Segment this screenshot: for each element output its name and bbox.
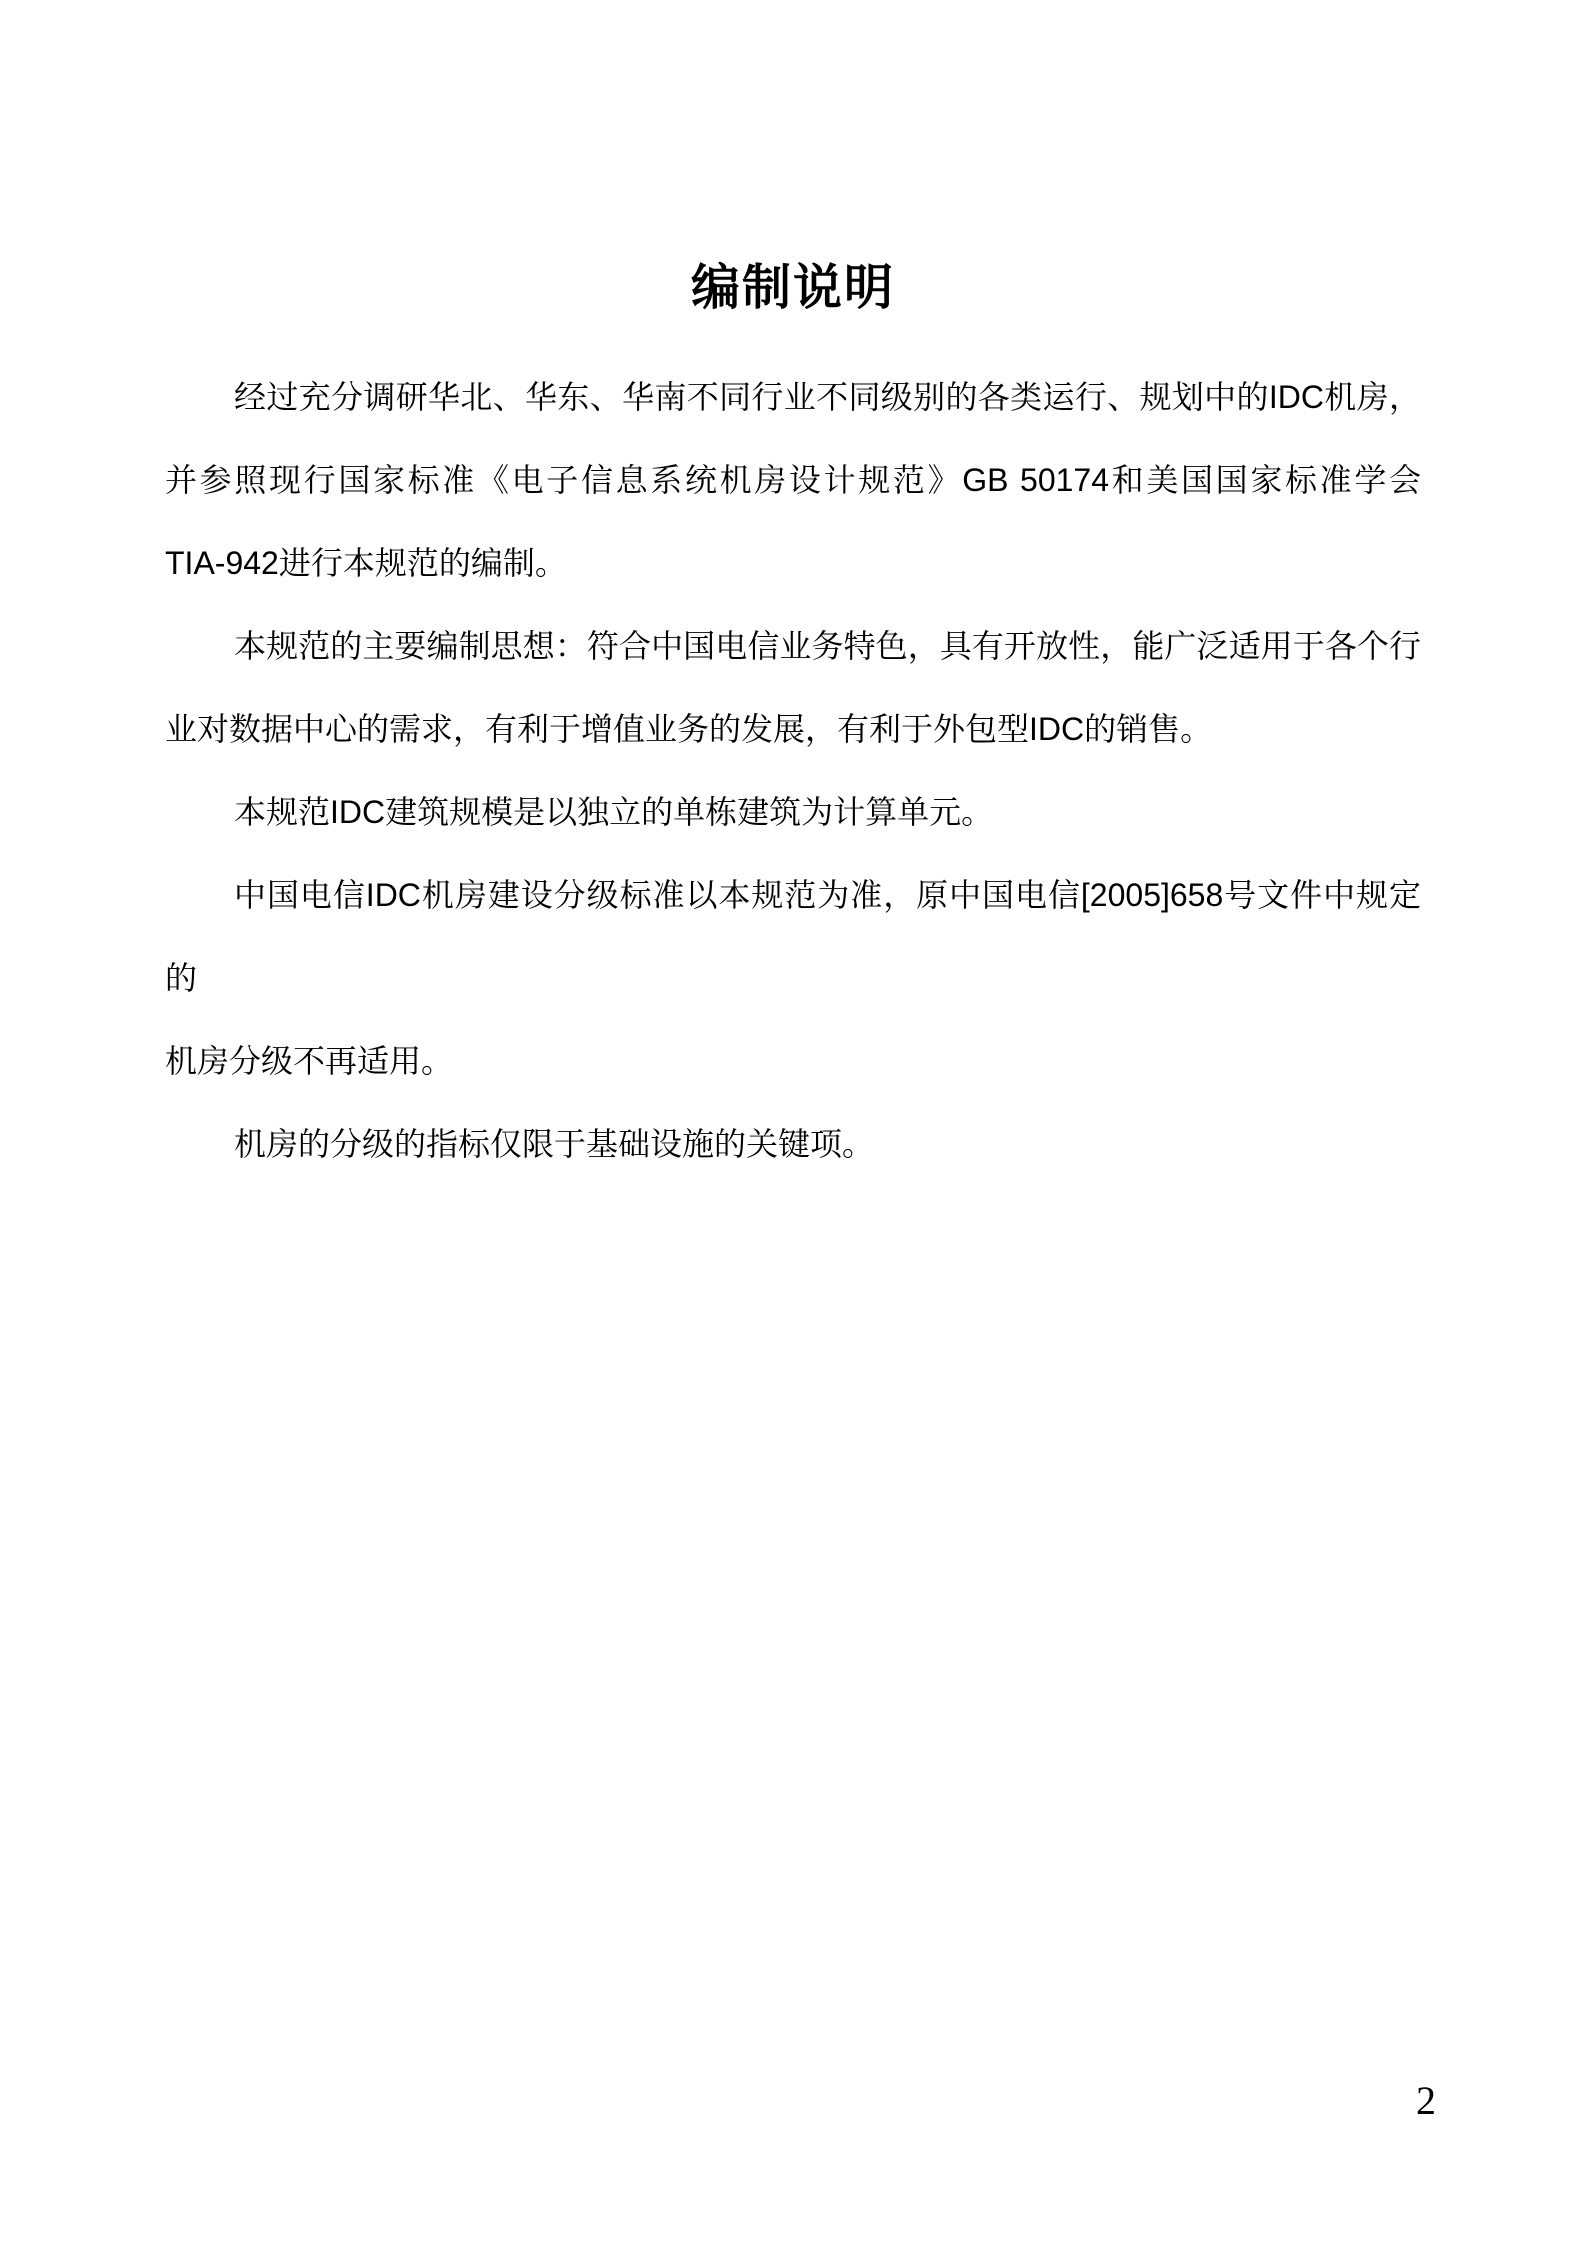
text-line: 并参照现行国家标准《电子信息系统机房设计规范》GB 50174和美国国家标准学会 bbox=[165, 462, 1421, 498]
document-body bbox=[0, 356, 1586, 1186]
paragraph bbox=[165, 356, 1421, 605]
text-line: 本规范IDC建筑规模是以独立的单栋建筑为计算单元。 bbox=[234, 794, 994, 830]
text-line: 中国电信IDC机房建设分级标准以本规范为准，原中国电信[2005]658号文件中规定的 bbox=[165, 877, 1421, 996]
paragraph bbox=[165, 1103, 1421, 1186]
text-line: TIA-942进行本规范的编制。 bbox=[165, 545, 567, 581]
text-line: 机房的分级的指标仅限于基础设施的关键项。 bbox=[234, 1126, 875, 1162]
paragraph bbox=[165, 854, 1421, 1103]
page-number: 2 bbox=[1416, 2078, 1436, 2123]
text-line: 机房分级不再适用。 bbox=[165, 1043, 454, 1079]
text-line: 经过充分调研华北、华东、华南不同行业不同级别的各类运行、规划中的IDC机房， bbox=[234, 379, 1421, 415]
paragraph bbox=[165, 605, 1421, 771]
text-line: 本规范的主要编制思想：符合中国电信业务特色，具有开放性，能广泛适用于各个行 bbox=[234, 628, 1421, 664]
page-title: 编制说明 bbox=[690, 261, 895, 315]
paragraph bbox=[165, 771, 1421, 854]
text-line: 业对数据中心的需求，有利于增值业务的发展，有利于外包型IDC的销售。 bbox=[165, 711, 1213, 747]
